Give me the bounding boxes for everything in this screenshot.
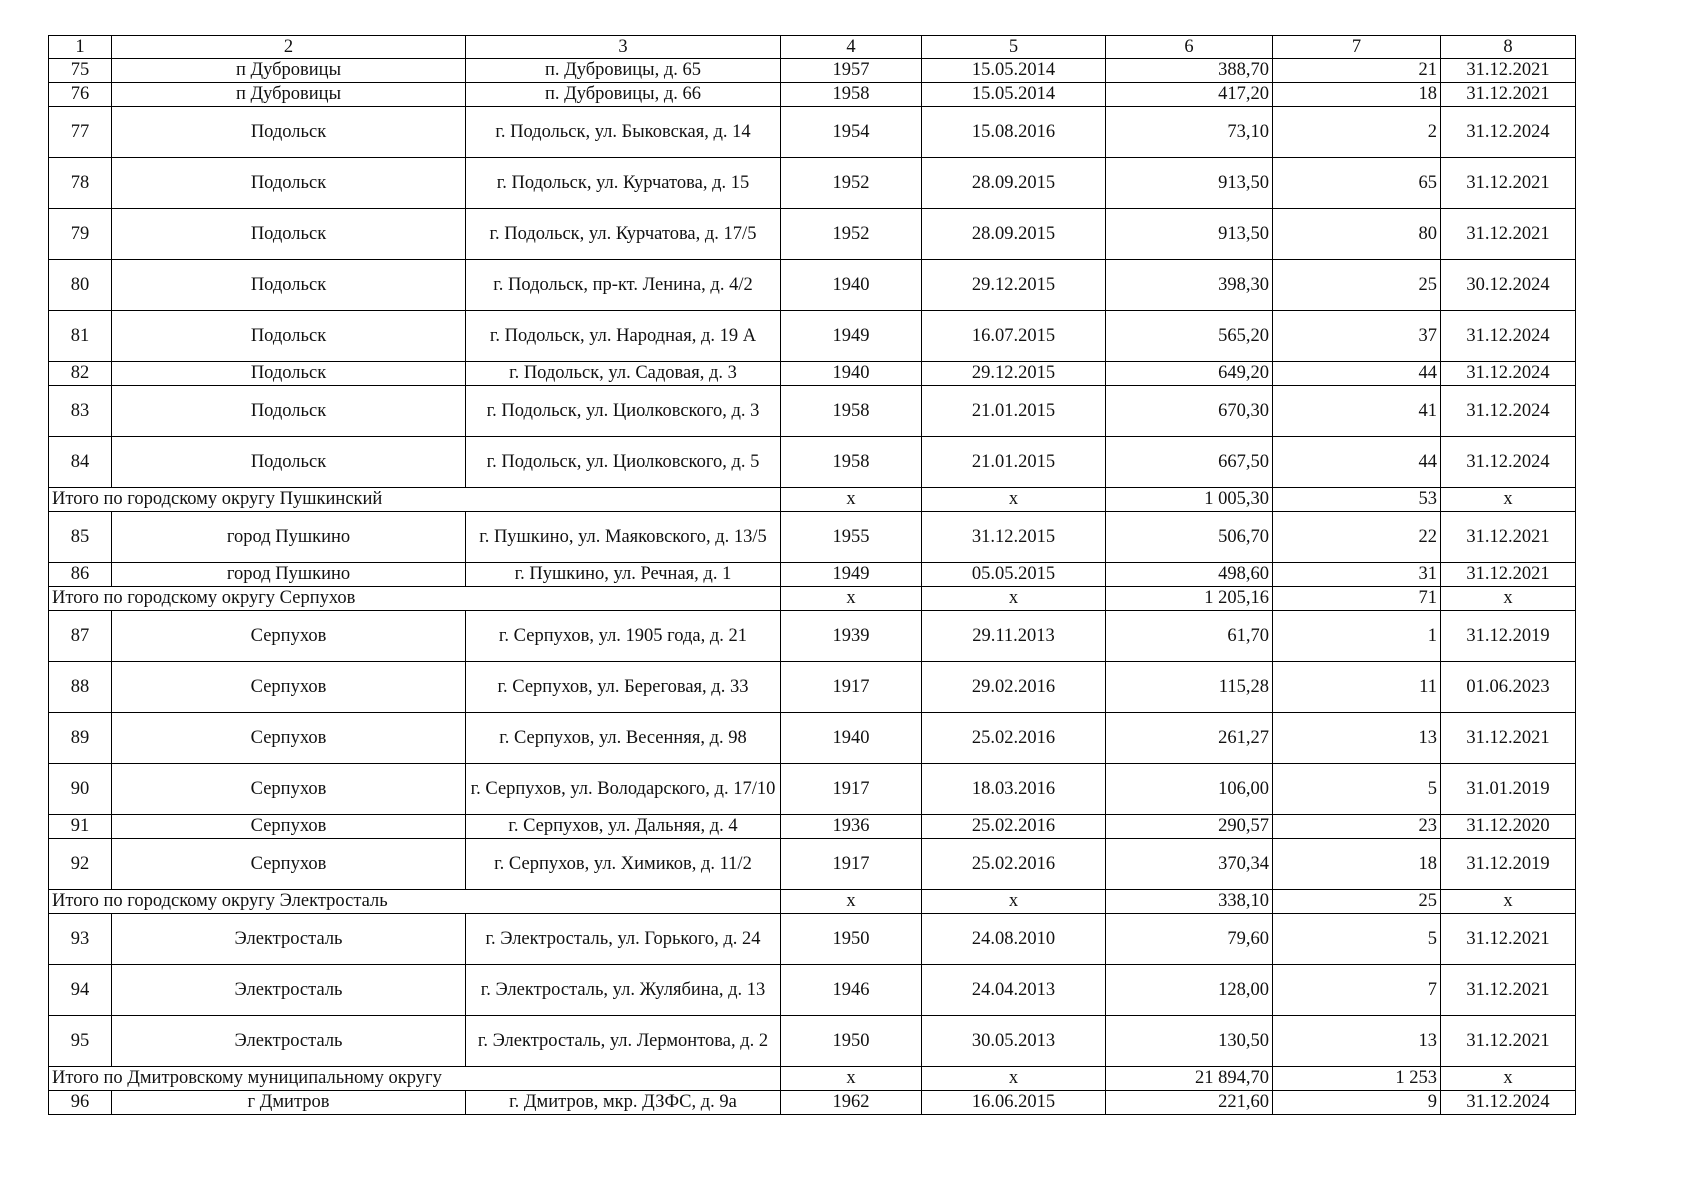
table-row <box>49 611 1576 662</box>
deadline-cell: 31.12.2019 <box>1441 839 1576 890</box>
address-cell: п. Дубровицы, д. 65 <box>466 59 781 83</box>
count-cell: 5 <box>1273 914 1441 965</box>
address-cell: г. Подольск, ул. Курчатова, д. 17/5 <box>466 209 781 260</box>
locality-cell: Подольск <box>112 158 466 209</box>
count-cell: 1 <box>1273 611 1441 662</box>
table-row <box>49 662 1576 713</box>
deadline-cell: х <box>1441 587 1576 611</box>
year-cell: 1949 <box>781 563 922 587</box>
area-cell: 130,50 <box>1106 1016 1273 1067</box>
date-cell: 28.09.2015 <box>922 209 1106 260</box>
locality-cell: Серпухов <box>112 611 466 662</box>
table-body <box>49 36 1576 1115</box>
address-cell: г. Серпухов, ул. 1905 года, д. 21 <box>466 611 781 662</box>
row-number-cell: 95 <box>49 1016 112 1067</box>
count-cell: 25 <box>1273 260 1441 311</box>
address-cell: г. Подольск, ул. Народная, д. 19 А <box>466 311 781 362</box>
locality-cell: Подольск <box>112 260 466 311</box>
address-cell: г. Серпухов, ул. Володарского, д. 17/10 <box>466 764 781 815</box>
table-row <box>49 83 1576 107</box>
table-row <box>49 158 1576 209</box>
column-header: 7 <box>1273 36 1441 59</box>
date-cell: 15.08.2016 <box>922 107 1106 158</box>
table-row <box>49 209 1576 260</box>
row-number-cell: 84 <box>49 437 112 488</box>
area-cell: 913,50 <box>1106 209 1273 260</box>
address-cell: г. Подольск, ул. Циолковского, д. 5 <box>466 437 781 488</box>
subtotal-row <box>49 1067 1576 1091</box>
subtotal-row <box>49 488 1576 512</box>
date-cell: 05.05.2015 <box>922 563 1106 587</box>
locality-cell: п Дубровицы <box>112 83 466 107</box>
area-cell: 417,20 <box>1106 83 1273 107</box>
count-cell: 11 <box>1273 662 1441 713</box>
locality-cell: город Пушкино <box>112 512 466 563</box>
area-cell: 670,30 <box>1106 386 1273 437</box>
address-cell: г. Подольск, ул. Садовая, д. 3 <box>466 362 781 386</box>
count-cell: 37 <box>1273 311 1441 362</box>
year-cell: 1958 <box>781 386 922 437</box>
row-number-cell: 75 <box>49 59 112 83</box>
deadline-cell: 31.12.2021 <box>1441 59 1576 83</box>
locality-cell: Подольск <box>112 209 466 260</box>
table-row <box>49 1091 1576 1115</box>
count-cell: 71 <box>1273 587 1441 611</box>
count-cell: 31 <box>1273 563 1441 587</box>
year-cell: х <box>781 1067 922 1091</box>
date-cell: 24.08.2010 <box>922 914 1106 965</box>
date-cell: х <box>922 1067 1106 1091</box>
year-cell: 1958 <box>781 437 922 488</box>
row-number-cell: 79 <box>49 209 112 260</box>
year-cell: 1952 <box>781 209 922 260</box>
locality-cell: п Дубровицы <box>112 59 466 83</box>
date-cell: х <box>922 890 1106 914</box>
column-header: 5 <box>922 36 1106 59</box>
locality-cell: Серпухов <box>112 839 466 890</box>
count-cell: 13 <box>1273 713 1441 764</box>
locality-cell: Подольск <box>112 362 466 386</box>
year-cell: 1949 <box>781 311 922 362</box>
locality-cell: Электросталь <box>112 1016 466 1067</box>
row-number-cell: 90 <box>49 764 112 815</box>
count-cell: 5 <box>1273 764 1441 815</box>
table-row <box>49 914 1576 965</box>
year-cell: 1940 <box>781 362 922 386</box>
address-cell: г. Подольск, ул. Быковская, д. 14 <box>466 107 781 158</box>
table-row <box>49 437 1576 488</box>
date-cell: 21.01.2015 <box>922 386 1106 437</box>
deadline-cell: 31.12.2024 <box>1441 311 1576 362</box>
area-cell: 667,50 <box>1106 437 1273 488</box>
count-cell: 1 253 <box>1273 1067 1441 1091</box>
year-cell: 1950 <box>781 914 922 965</box>
year-cell: 1940 <box>781 260 922 311</box>
area-cell: 338,10 <box>1106 890 1273 914</box>
locality-cell: Электросталь <box>112 914 466 965</box>
address-cell: г. Дмитров, мкр. ДЗФС, д. 9а <box>466 1091 781 1115</box>
year-cell: х <box>781 488 922 512</box>
row-number-cell: 76 <box>49 83 112 107</box>
deadline-cell: 31.12.2021 <box>1441 512 1576 563</box>
address-cell: г. Серпухов, ул. Дальняя, д. 4 <box>466 815 781 839</box>
column-header: 4 <box>781 36 922 59</box>
count-cell: 2 <box>1273 107 1441 158</box>
date-cell: 29.12.2015 <box>922 362 1106 386</box>
locality-cell: Электросталь <box>112 965 466 1016</box>
date-cell: 25.02.2016 <box>922 839 1106 890</box>
deadline-cell: 31.12.2019 <box>1441 611 1576 662</box>
date-cell: 31.12.2015 <box>922 512 1106 563</box>
count-cell: 18 <box>1273 839 1441 890</box>
year-cell: х <box>781 587 922 611</box>
area-cell: 21 894,70 <box>1106 1067 1273 1091</box>
locality-cell: Серпухов <box>112 815 466 839</box>
area-cell: 128,00 <box>1106 965 1273 1016</box>
deadline-cell: 31.12.2021 <box>1441 1016 1576 1067</box>
subtotal-label: Итого по городскому округу Серпухов <box>49 587 781 611</box>
deadline-cell: 01.06.2023 <box>1441 662 1576 713</box>
count-cell: 80 <box>1273 209 1441 260</box>
year-cell: 1946 <box>781 965 922 1016</box>
area-cell: 106,00 <box>1106 764 1273 815</box>
date-cell: 21.01.2015 <box>922 437 1106 488</box>
address-cell: г. Серпухов, ул. Береговая, д. 33 <box>466 662 781 713</box>
table-row <box>49 512 1576 563</box>
count-cell: 22 <box>1273 512 1441 563</box>
year-cell: 1955 <box>781 512 922 563</box>
row-number-cell: 88 <box>49 662 112 713</box>
area-cell: 649,20 <box>1106 362 1273 386</box>
locality-cell: Серпухов <box>112 662 466 713</box>
document-table <box>48 35 1576 1115</box>
locality-cell: Подольск <box>112 107 466 158</box>
subtotal-row <box>49 587 1576 611</box>
table-row <box>49 764 1576 815</box>
count-cell: 13 <box>1273 1016 1441 1067</box>
row-number-cell: 77 <box>49 107 112 158</box>
count-cell: 25 <box>1273 890 1441 914</box>
deadline-cell: 30.12.2024 <box>1441 260 1576 311</box>
row-number-cell: 85 <box>49 512 112 563</box>
area-cell: 506,70 <box>1106 512 1273 563</box>
area-cell: 398,30 <box>1106 260 1273 311</box>
date-cell: 29.12.2015 <box>922 260 1106 311</box>
table-row <box>49 107 1576 158</box>
table-row <box>49 311 1576 362</box>
area-cell: 61,70 <box>1106 611 1273 662</box>
deadline-cell: 31.12.2021 <box>1441 209 1576 260</box>
date-cell: 29.02.2016 <box>922 662 1106 713</box>
deadline-cell: 31.12.2024 <box>1441 437 1576 488</box>
date-cell: 24.04.2013 <box>922 965 1106 1016</box>
deadline-cell: 31.12.2024 <box>1441 362 1576 386</box>
row-number-cell: 94 <box>49 965 112 1016</box>
count-cell: 7 <box>1273 965 1441 1016</box>
date-cell: 28.09.2015 <box>922 158 1106 209</box>
count-cell: 9 <box>1273 1091 1441 1115</box>
area-cell: 1 005,30 <box>1106 488 1273 512</box>
deadline-cell: 31.12.2021 <box>1441 713 1576 764</box>
locality-cell: Серпухов <box>112 713 466 764</box>
year-cell: 1957 <box>781 59 922 83</box>
count-cell: 23 <box>1273 815 1441 839</box>
column-header: 1 <box>49 36 112 59</box>
row-number-cell: 80 <box>49 260 112 311</box>
date-cell: 16.06.2015 <box>922 1091 1106 1115</box>
area-cell: 388,70 <box>1106 59 1273 83</box>
deadline-cell: 31.12.2021 <box>1441 158 1576 209</box>
area-cell: 221,60 <box>1106 1091 1273 1115</box>
count-cell: 44 <box>1273 437 1441 488</box>
table-row <box>49 815 1576 839</box>
date-cell: 25.02.2016 <box>922 713 1106 764</box>
address-cell: г. Электросталь, ул. Горького, д. 24 <box>466 914 781 965</box>
deadline-cell: 31.12.2020 <box>1441 815 1576 839</box>
date-cell: х <box>922 587 1106 611</box>
address-cell: г. Подольск, ул. Циолковского, д. 3 <box>466 386 781 437</box>
area-cell: 1 205,16 <box>1106 587 1273 611</box>
date-cell: 16.07.2015 <box>922 311 1106 362</box>
deadline-cell: 31.12.2024 <box>1441 1091 1576 1115</box>
locality-cell: Подольск <box>112 437 466 488</box>
deadline-cell: 31.12.2021 <box>1441 563 1576 587</box>
date-cell: 30.05.2013 <box>922 1016 1106 1067</box>
row-number-cell: 93 <box>49 914 112 965</box>
count-cell: 65 <box>1273 158 1441 209</box>
address-cell: г. Электросталь, ул. Лермонтова, д. 2 <box>466 1016 781 1067</box>
area-cell: 290,57 <box>1106 815 1273 839</box>
table-row <box>49 260 1576 311</box>
table-row <box>49 713 1576 764</box>
table-row <box>49 1016 1576 1067</box>
address-cell: г. Подольск, пр-кт. Ленина, д. 4/2 <box>466 260 781 311</box>
date-cell: 15.05.2014 <box>922 59 1106 83</box>
year-cell: 1917 <box>781 662 922 713</box>
address-cell: г. Подольск, ул. Курчатова, д. 15 <box>466 158 781 209</box>
locality-cell: Подольск <box>112 311 466 362</box>
table-row <box>49 59 1576 83</box>
address-cell: г. Пушкино, ул. Маяковского, д. 13/5 <box>466 512 781 563</box>
column-header: 2 <box>112 36 466 59</box>
area-cell: 565,20 <box>1106 311 1273 362</box>
address-cell: г. Электросталь, ул. Жулябина, д. 13 <box>466 965 781 1016</box>
deadline-cell: 31.12.2021 <box>1441 83 1576 107</box>
row-number-cell: 96 <box>49 1091 112 1115</box>
count-cell: 21 <box>1273 59 1441 83</box>
column-header: 8 <box>1441 36 1576 59</box>
deadline-cell: 31.01.2019 <box>1441 764 1576 815</box>
locality-cell: г Дмитров <box>112 1091 466 1115</box>
table-row <box>49 965 1576 1016</box>
area-cell: 115,28 <box>1106 662 1273 713</box>
row-number-cell: 89 <box>49 713 112 764</box>
count-cell: 18 <box>1273 83 1441 107</box>
year-cell: 1940 <box>781 713 922 764</box>
date-cell: х <box>922 488 1106 512</box>
year-cell: 1917 <box>781 839 922 890</box>
year-cell: 1917 <box>781 764 922 815</box>
year-cell: 1954 <box>781 107 922 158</box>
count-cell: 41 <box>1273 386 1441 437</box>
date-cell: 25.02.2016 <box>922 815 1106 839</box>
deadline-cell: х <box>1441 488 1576 512</box>
table-row <box>49 563 1576 587</box>
deadline-cell: х <box>1441 1067 1576 1091</box>
row-number-cell: 87 <box>49 611 112 662</box>
subtotal-label: Итого по городскому округу Пушкинский <box>49 488 781 512</box>
area-cell: 913,50 <box>1106 158 1273 209</box>
column-header: 3 <box>466 36 781 59</box>
table-row <box>49 386 1576 437</box>
area-cell: 79,60 <box>1106 914 1273 965</box>
date-cell: 29.11.2013 <box>922 611 1106 662</box>
deadline-cell: 31.12.2024 <box>1441 386 1576 437</box>
deadline-cell: 31.12.2024 <box>1441 107 1576 158</box>
subtotal-label: Итого по городскому округу Электросталь <box>49 890 781 914</box>
area-cell: 370,34 <box>1106 839 1273 890</box>
locality-cell: Подольск <box>112 386 466 437</box>
date-cell: 18.03.2016 <box>922 764 1106 815</box>
deadline-cell: 31.12.2021 <box>1441 965 1576 1016</box>
year-cell: 1950 <box>781 1016 922 1067</box>
year-cell: 1936 <box>781 815 922 839</box>
row-number-cell: 83 <box>49 386 112 437</box>
subtotal-label: Итого по Дмитровскому муниципальному округу <box>49 1067 781 1091</box>
row-number-cell: 91 <box>49 815 112 839</box>
locality-cell: Серпухов <box>112 764 466 815</box>
column-header: 6 <box>1106 36 1273 59</box>
table-row <box>49 362 1576 386</box>
table-row <box>49 839 1576 890</box>
year-cell: 1939 <box>781 611 922 662</box>
area-cell: 73,10 <box>1106 107 1273 158</box>
address-cell: г. Пушкино, ул. Речная, д. 1 <box>466 563 781 587</box>
address-cell: п. Дубровицы, д. 66 <box>466 83 781 107</box>
area-cell: 498,60 <box>1106 563 1273 587</box>
address-cell: г. Серпухов, ул. Весенняя, д. 98 <box>466 713 781 764</box>
date-cell: 15.05.2014 <box>922 83 1106 107</box>
count-cell: 53 <box>1273 488 1441 512</box>
address-cell: г. Серпухов, ул. Химиков, д. 11/2 <box>466 839 781 890</box>
count-cell: 44 <box>1273 362 1441 386</box>
row-number-cell: 86 <box>49 563 112 587</box>
row-number-cell: 92 <box>49 839 112 890</box>
year-cell: х <box>781 890 922 914</box>
row-number-cell: 78 <box>49 158 112 209</box>
year-cell: 1952 <box>781 158 922 209</box>
area-cell: 261,27 <box>1106 713 1273 764</box>
deadline-cell: 31.12.2021 <box>1441 914 1576 965</box>
locality-cell: город Пушкино <box>112 563 466 587</box>
deadline-cell: х <box>1441 890 1576 914</box>
header-row <box>49 36 1576 59</box>
row-number-cell: 82 <box>49 362 112 386</box>
row-number-cell: 81 <box>49 311 112 362</box>
year-cell: 1958 <box>781 83 922 107</box>
year-cell: 1962 <box>781 1091 922 1115</box>
subtotal-row <box>49 890 1576 914</box>
